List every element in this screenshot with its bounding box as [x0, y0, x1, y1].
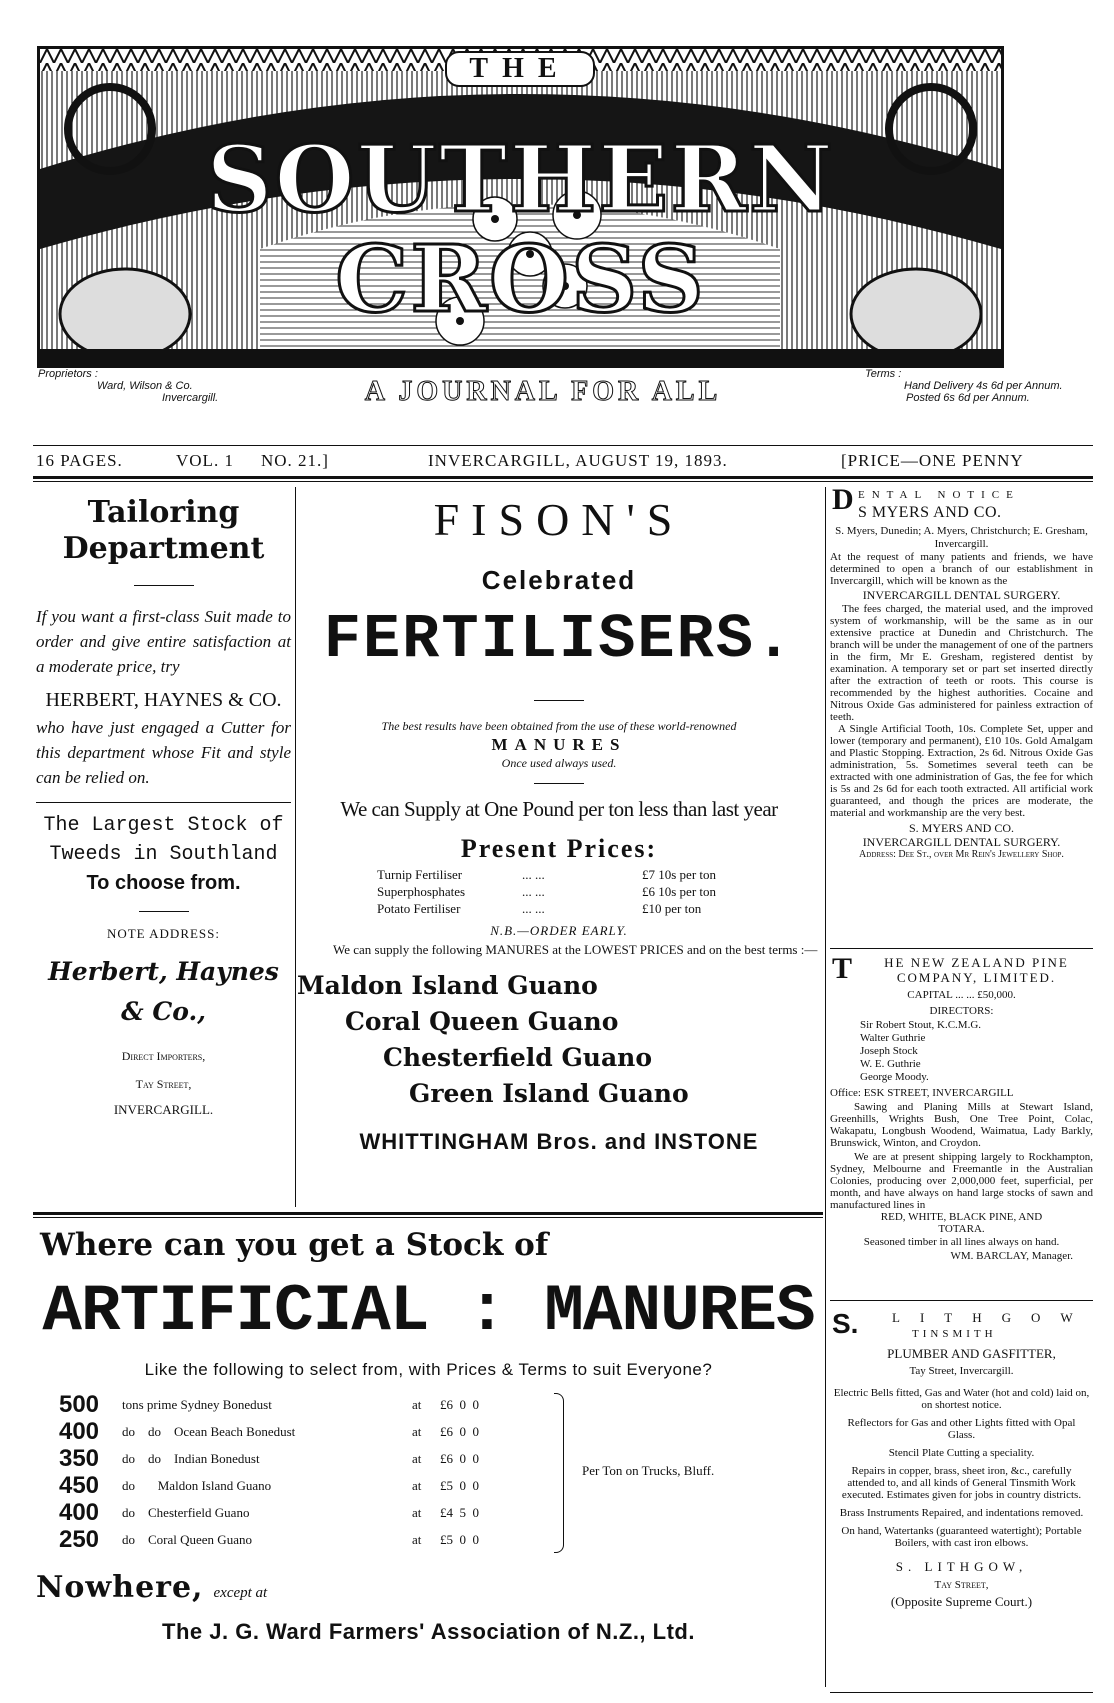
proprietors-label: Proprietors :: [38, 368, 98, 380]
proprietors-line1: Ward, Wilson & Co.: [97, 380, 193, 392]
tailoring-choose: To choose from.: [86, 872, 241, 894]
manures-table: [36, 1391, 821, 1556]
fison-price-row: [377, 900, 821, 917]
pine-seasoned: Seasoned timber in all lines always on hand.: [863, 1236, 1060, 1248]
pine-p2: We are at present shipping largely to Rockhampton, Sydney, Melbourne and Freemantle in the Australian Colonies, producing over 2,000,000 feet, superficial, per month, and have always on hand large stocks of sawn and manufactured lines in: [830, 1151, 1093, 1211]
terms-label: Terms :: [865, 368, 902, 380]
lithgow-drop-cap: S.: [832, 1308, 859, 1339]
lithgow-item: Brass Instruments Repaired, and indentations removed.: [839, 1507, 1084, 1519]
tailoring-addr1: Direct Importers,: [121, 1049, 206, 1063]
pine-director: Joseph Stock: [860, 1045, 918, 1057]
tailoring-script: Herbert, Haynes & Co.,: [48, 957, 279, 1026]
dental-p2: The fees charged, the material used, and the improved system of workmanship, will be the same as in our extensive practice at Dunedin and Christchurch. The branch will be under the management of one of the partners in the firm, Mr E. Gresham, registered dentist by examination. A temporary set or part set inserted directly after the extraction of teeth or roots. This course is recommended by the highest authorities. Cocaine and Nitrous Oxide Gas administered for painless extraction of teeth.: [830, 603, 1093, 723]
fison-firm: WHITTINGHAM Bros. and INSTONE: [359, 1129, 759, 1154]
manure-row: [36, 1526, 596, 1553]
pine-ad: [830, 952, 1093, 1263]
price-value: £6 10s per ton: [642, 884, 717, 899]
manures-except: except at: [213, 1585, 268, 1601]
dateline-price: [PRICE—ONE PENNY: [841, 451, 1024, 470]
price-dots: ... ...: [522, 867, 545, 882]
dental-p3: A Single Artificial Tooth, 10s. Complete Set, upper and lower (temporary and permanent), £10 10s. Gold Amalgam and Plastic Stopping. Extraction, 2s 6d. Nitrous Oxide Gas administration, 5s. Sometimes several teeth can be extracted with one administration of Gas, the fee for which is 5s and 2s 6d for each tooth extracted. All artificial work guaranteed, and though the prices are moderate, the material and workmanship are the very best.: [830, 723, 1093, 819]
lithgow-trade2: PLUMBER AND GASFITTER,: [887, 1346, 1056, 1361]
manure-at: at: [412, 1423, 422, 1439]
manure-at: at: [412, 1477, 422, 1493]
masthead: [37, 46, 1004, 368]
lithgow-item: Reflectors for Gas and other Lights fitted with Opal Glass.: [847, 1417, 1076, 1441]
price-item: Potato Fertiliser: [377, 901, 461, 916]
pine-director: Walter Guthrie: [860, 1032, 926, 1044]
fison-manures: MANURES: [491, 735, 627, 754]
fison-ad: [297, 492, 821, 1158]
masthead-the: THE: [445, 51, 595, 87]
manures-assoc: The J. G. Ward Farmers' Association of N.Z., Ltd.: [162, 1619, 695, 1644]
masthead-tagline: A JOURNAL FOR ALL: [364, 376, 722, 407]
price-dots: ... ...: [522, 901, 545, 916]
fison-tagline: The best results have been obtained from the use of these world-renowned: [381, 719, 737, 733]
manure-desc: do Chesterfield Guano: [122, 1504, 250, 1520]
lithgow-addr: Tay Street, Invercargill.: [909, 1365, 1014, 1377]
manure-desc: tons prime Sydney Bonedust: [122, 1396, 272, 1412]
lithgow-item: Electric Bells fitted, Gas and Water (hot and cold) laid on, on shortest notice.: [833, 1387, 1090, 1411]
manure-qty: 400: [58, 1498, 100, 1526]
manure-qty: 450: [58, 1471, 100, 1499]
proprietors-line2: Invercargill.: [162, 392, 219, 404]
dental-ad: [830, 483, 1093, 861]
pine-p1: Sawing and Planing Mills at Stewart Island, Greenhills, Wrights Bush, One Tree Point, Colac, Wakapatu, Longbush Woodend, Waimatua, Lady Barkly, Brunswick, Winton, and Croydon.: [830, 1101, 1093, 1149]
tailoring-addr3: INVERCARGILL.: [113, 1102, 214, 1117]
pine-directors: DIRECTORS:: [929, 1005, 994, 1017]
pine-heading-block: [830, 952, 1093, 985]
lithgow-item: Stencil Plate Cutting a speciality.: [888, 1447, 1035, 1459]
fison-once: Once used always used.: [501, 756, 617, 770]
pine-director: W. E. Guthrie: [860, 1058, 921, 1070]
manure-qty: 500: [58, 1390, 100, 1418]
price-item: Superphosphates: [377, 884, 466, 899]
price-value: £7 10s per ton: [642, 867, 717, 882]
dental-sign: S. MYERS AND CO.: [908, 821, 1015, 835]
tailoring-note: NOTE ADDRESS:: [106, 926, 221, 941]
pine-office: Office: ESK STREET, INVERCARGILL: [830, 1087, 1014, 1099]
manure-qty: 250: [58, 1525, 100, 1553]
pine-woods: RED, WHITE, BLACK PINE, AND TOTARA.: [880, 1211, 1043, 1235]
pine-director: Sir Robert Stout, K.C.M.G.: [860, 1019, 982, 1031]
terms-line1: Hand Delivery 4s 6d per Annum.: [904, 380, 1063, 392]
price-value: £10 per ton: [642, 901, 702, 916]
manure-at: at: [412, 1504, 422, 1520]
manures-per-ton: Per Ton on Trucks, Bluff.: [582, 1463, 715, 1478]
fison-celebrated: Celebrated: [481, 565, 637, 595]
manure-desc: do Maldon Island Guano: [122, 1477, 272, 1493]
dental-names: S. Myers, Dunedin; A. Myers, Christchurch; E. Gresham, Invercargill.: [835, 525, 1088, 550]
lithgow-heading: LITHGOW: [892, 1310, 1093, 1325]
manure-desc: do Coral Queen Guano: [122, 1531, 252, 1547]
dental-heading-block: [830, 483, 1093, 525]
manure-price: £6 0 0: [440, 1423, 479, 1439]
tailoring-stock: The Largest Stock of Tweeds in Southland: [43, 814, 284, 866]
manure-row: [36, 1472, 596, 1499]
tailoring-addr2: Tay Street,: [135, 1077, 192, 1091]
fison-guano-2: Coral Queen Guano: [345, 1007, 619, 1036]
fison-price-row: [377, 883, 821, 900]
fison-guano-4: Green Island Guano: [409, 1079, 689, 1108]
manure-price: £6 0 0: [440, 1450, 479, 1466]
manures-nowhere: Nowhere,: [36, 1570, 204, 1605]
dental-heading: ENTAL NOTICE: [858, 489, 1020, 501]
dental-drop-cap: D: [832, 483, 854, 516]
dental-surgery: INVERCARGILL DENTAL SURGERY.: [862, 588, 1061, 602]
manure-at: at: [412, 1396, 422, 1412]
lithgow-ad: [830, 1306, 1093, 1611]
manure-desc: do do Ocean Beach Bonedust: [122, 1423, 296, 1439]
pine-director: George Moody.: [860, 1071, 929, 1083]
fison-supply2: We can supply the following MANURES at the LOWEST PRICES and on the best terms :—: [333, 942, 818, 957]
dateline: [36, 451, 1096, 473]
manure-desc: do do Indian Bonedust: [122, 1450, 260, 1466]
tailoring-heading2: Department: [62, 531, 265, 566]
manures-heading: Where can you get a Stock of: [40, 1227, 549, 1263]
manures-ad: [36, 1225, 821, 1647]
pine-manager: WM. BARCLAY, Manager.: [950, 1250, 1073, 1262]
lithgow-sign: S. LITHGOW,: [895, 1559, 1028, 1574]
manure-row: [36, 1391, 596, 1418]
tailoring-body2: who have just engaged a Cutter for this department whose Fit and style can be relied on.: [36, 718, 291, 787]
nowhere-line: [36, 1570, 821, 1605]
manure-row: [36, 1418, 596, 1445]
fison-price-list: [377, 866, 821, 917]
manure-row: [36, 1499, 596, 1526]
price-item: Turnip Fertiliser: [377, 867, 463, 882]
lithgow-sign2: Tay Street,: [934, 1579, 989, 1591]
fison-nb: N.B.—ORDER EARLY.: [490, 923, 628, 938]
lithgow-heading-block: [830, 1306, 1093, 1346]
manure-qty: 400: [58, 1417, 100, 1445]
fison-present: Present Prices:: [460, 834, 658, 863]
fison-price-row: [377, 866, 821, 883]
pine-director-list: [830, 1019, 1093, 1084]
dental-firm: S MYERS AND CO.: [858, 504, 1002, 521]
dateline-pages: 16 PAGES.: [36, 451, 123, 470]
dateline-no: NO. 21.]: [261, 451, 329, 470]
pine-drop-cap: T: [832, 952, 853, 985]
tailoring-firm: HERBERT, HAYNES & CO.: [45, 689, 282, 711]
fison-fertilisers: FERTILISERS.: [323, 604, 795, 675]
dental-p1: At the request of many patients and friends, we have determined to open a branch of our establishment in Invercargill, which will be known as the: [830, 551, 1093, 587]
dental-address: Address: Dee St., over Mr Rein's Jewellery Shop.: [859, 849, 1064, 860]
price-dots: ... ...: [522, 884, 545, 899]
dateline-place-date: INVERCARGILL, AUGUST 19, 1893.: [428, 451, 728, 470]
terms-line2: Posted 6s 6d per Annum.: [906, 392, 1030, 404]
manure-row: [36, 1445, 596, 1472]
fison-guano-1: Maldon Island Guano: [297, 971, 598, 1000]
dental-sign2: INVERCARGILL DENTAL SURGERY.: [862, 835, 1061, 849]
tailoring-body1: If you want a first-class Suit made to order and give entire satisfaction at a moderate price, try: [36, 607, 291, 676]
fison-name: FISON'S: [433, 494, 685, 545]
manure-price: £6 0 0: [440, 1396, 479, 1412]
tailoring-ad: [36, 495, 291, 1122]
manure-price: £5 0 0: [440, 1477, 479, 1493]
manure-at: at: [412, 1450, 422, 1466]
dateline-vol: VOL. 1: [176, 451, 234, 470]
fison-guano-3: Chesterfield Guano: [383, 1043, 653, 1072]
manures-big: ARTIFICIAL : MANURES: [42, 1274, 815, 1349]
manures-bracket: [554, 1393, 564, 1553]
manures-like: Like the following to select from, with Prices & Terms to suit Everyone?: [144, 1360, 713, 1379]
manure-price: £4 5 0: [440, 1504, 479, 1520]
lithgow-sign3: (Opposite Supreme Court.): [890, 1594, 1033, 1609]
tailoring-heading1: Tailoring: [87, 495, 240, 530]
pine-heading: HE NEW ZEALAND PINE COMPANY, LIMITED.: [884, 955, 1069, 985]
lithgow-trade1: TINSMITH: [912, 1328, 997, 1340]
masthead-title: SOUTHERN CROSS: [206, 125, 835, 333]
pine-capital: CAPITAL ... ... £50,000.: [907, 989, 1016, 1001]
lithgow-item: Repairs in copper, brass, sheet iron, &c., carefully attended to, and all kinds of General Tinsmith Work executed. Estimates given for jobs in country districts.: [841, 1465, 1082, 1501]
fison-supply: We can Supply at One Pound per ton less than last year: [340, 797, 778, 821]
manure-qty: 350: [58, 1444, 100, 1472]
manure-price: £5 0 0: [440, 1531, 479, 1547]
lithgow-item: On hand, Watertanks (guaranteed watertight); Portable Boilers, with cast iron elbows.: [841, 1525, 1082, 1549]
manure-at: at: [412, 1531, 422, 1547]
